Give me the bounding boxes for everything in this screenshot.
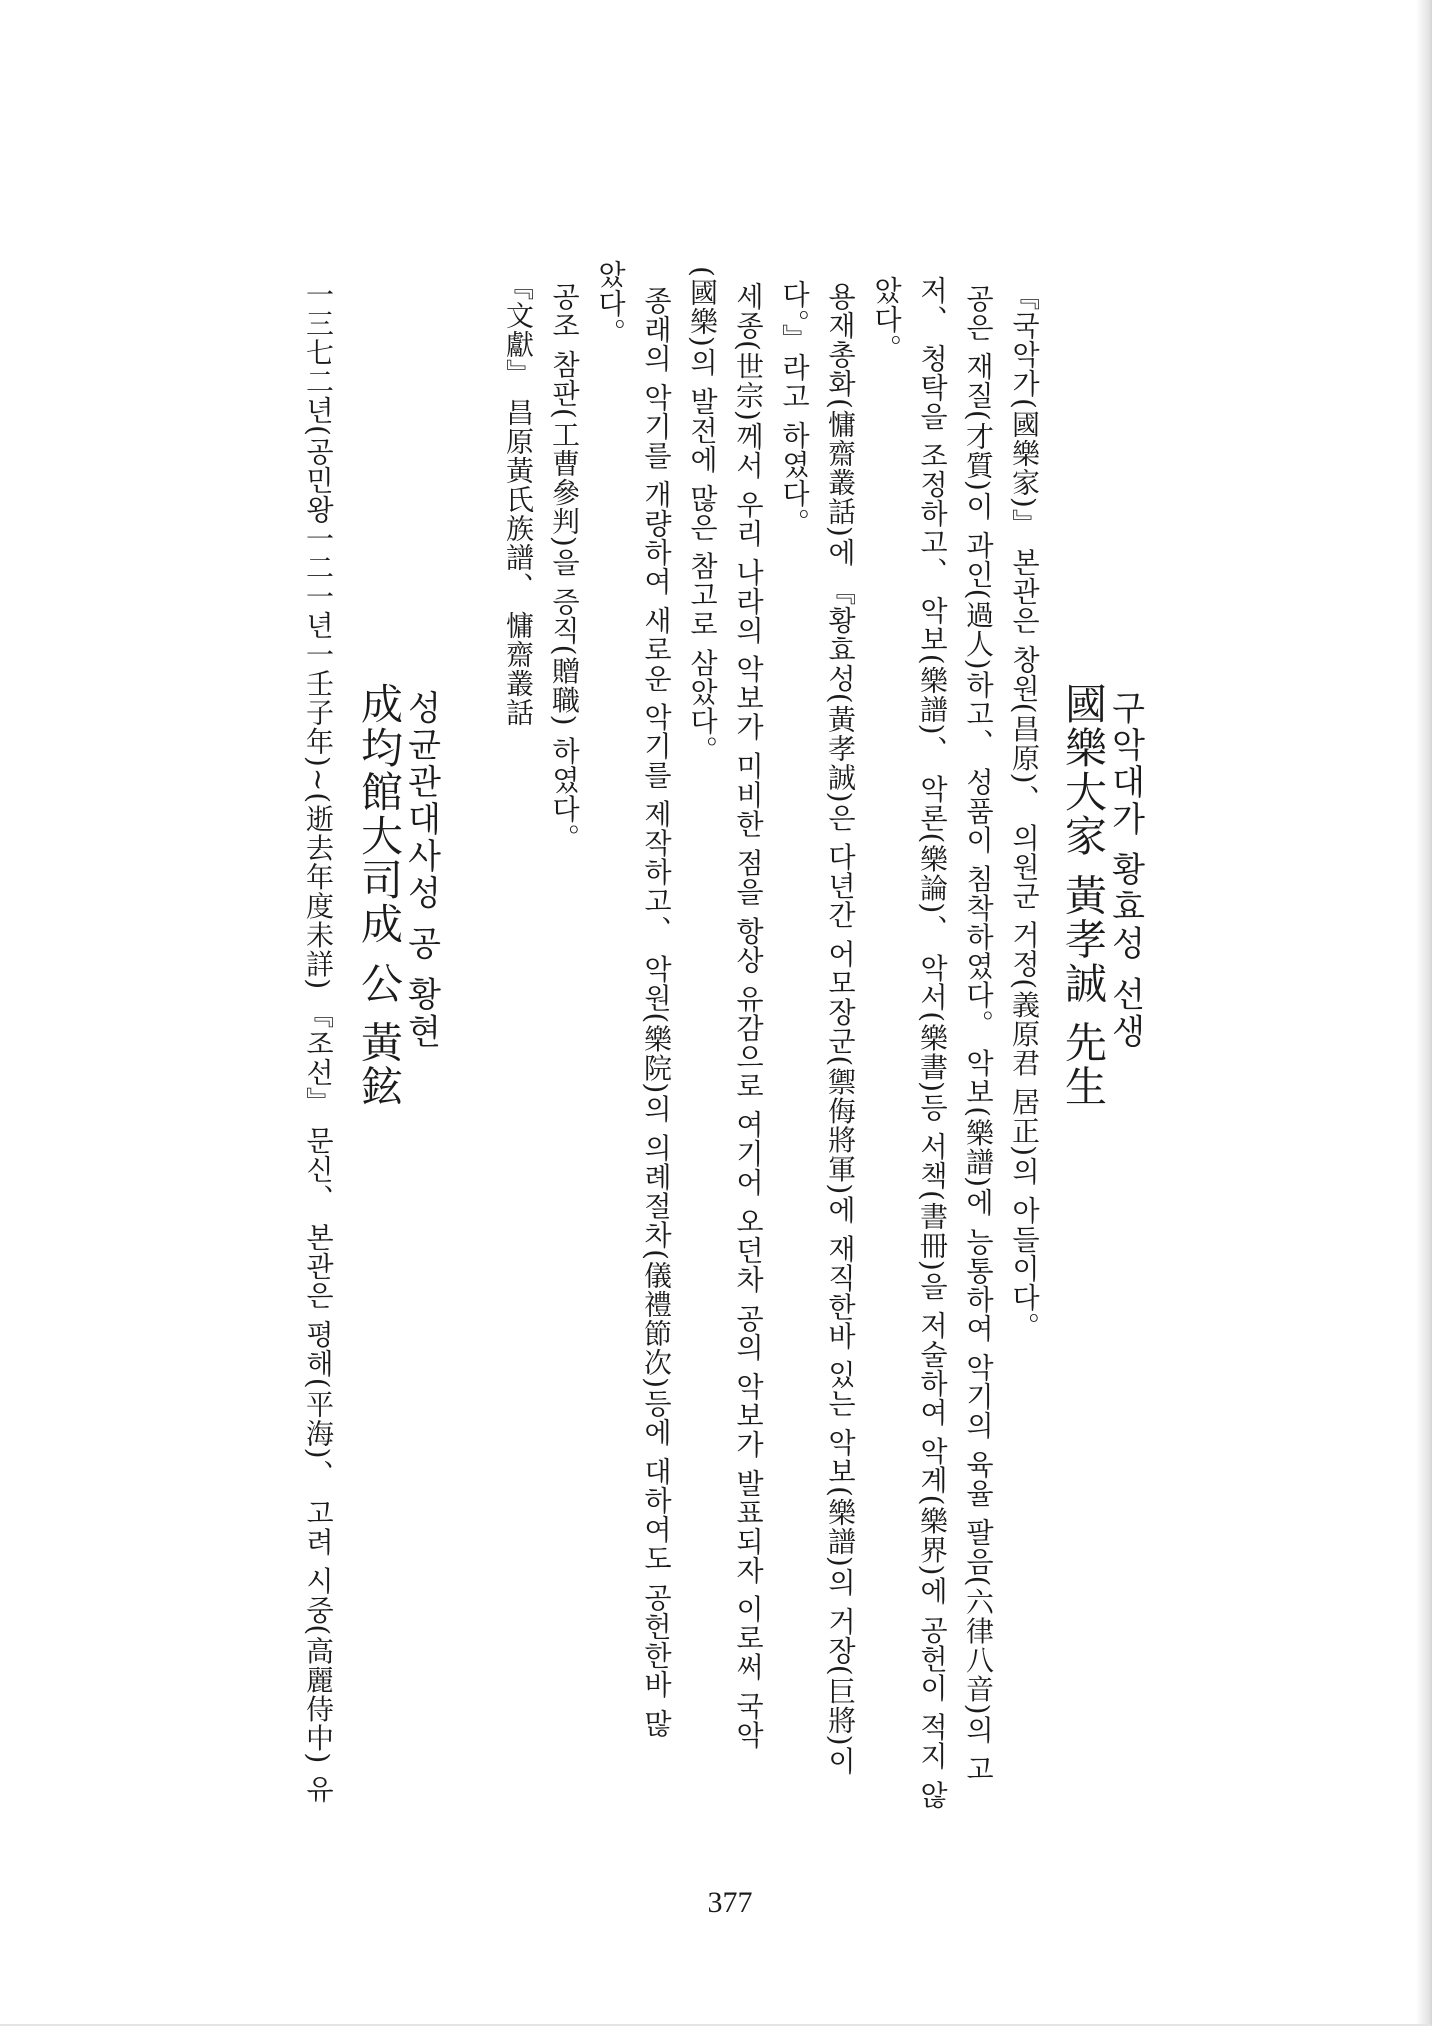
article1-source-line: 『文獻』 昌原黃氏族譜、 慵齋叢話: [502, 272, 535, 727]
article1-line: 았다。: [870, 276, 903, 363]
article1-line: 공조 참판(工曹參判)을 증직(贈職) 하였다。: [548, 282, 581, 853]
article1-line: 저、 청탁을 조정하고、 악보(樂譜)、 악론(樂論)、 악서(樂書)등 서책(書冊)을 저술하여 악계(樂界)에 공헌이 적지 않: [916, 276, 949, 1810]
article1-line: 공은 재질(才質)이 과인(過人)하고、 성품이 침착하였다。 악보(樂譜)에 능통하여 악기의 육율 팔음(六律八音)의 고: [962, 284, 995, 1784]
page-edge-shadow: [1416, 0, 1432, 2026]
article1-title-korean: 구악대가 황효성 선생: [1105, 690, 1145, 1051]
article1-line: 세종(世宗)께서 우리 나라의 악보가 미비한 점을 항상 유감으로 여기어 오던차 공의 악보가 발표되자 이로써 국악: [732, 282, 765, 1750]
article1-line: 용재총화(慵齋叢話)에 『황효성(黃孝誠)은 다년간 어모장군(禦侮將軍)에 재직한바 있는 악보(樂譜)의 거장(巨將)이: [824, 282, 857, 1776]
article1-line: (國樂)의 발전에 많은 참고로 삼았다。: [686, 266, 719, 765]
article2-line: 一三七二년(공민왕一二一년一壬子年)~(逝去年度未詳) 『조선』 문신、 본관은 평해(平海)、 고려 시중(高麗侍中) 유: [302, 280, 335, 1804]
article1-line: 았다。: [594, 260, 627, 347]
article1-title-hanja: 國樂大家 黃孝誠 先生: [1059, 682, 1108, 1109]
article1-line: 다。』라고 하였다。: [778, 280, 811, 537]
article1-line: 종래의 악기를 개량하여 새로운 악기를 제작하고、 악원(樂院)의 의례절차(儀禮節次)등에 대하여도 공헌한바 많: [640, 286, 673, 1738]
article2-title-hanja: 成均館大司成 公 黃鉉: [355, 682, 404, 1109]
page-number: 377: [707, 1886, 753, 1919]
article2-title-korean: 성균관대사성 공 황현: [401, 690, 441, 1051]
article1-line: 『국악가(國樂家)』 본관은 창원(昌原)、 의원군 거정(義原君 居正)의 아들이다。: [1008, 282, 1041, 1341]
